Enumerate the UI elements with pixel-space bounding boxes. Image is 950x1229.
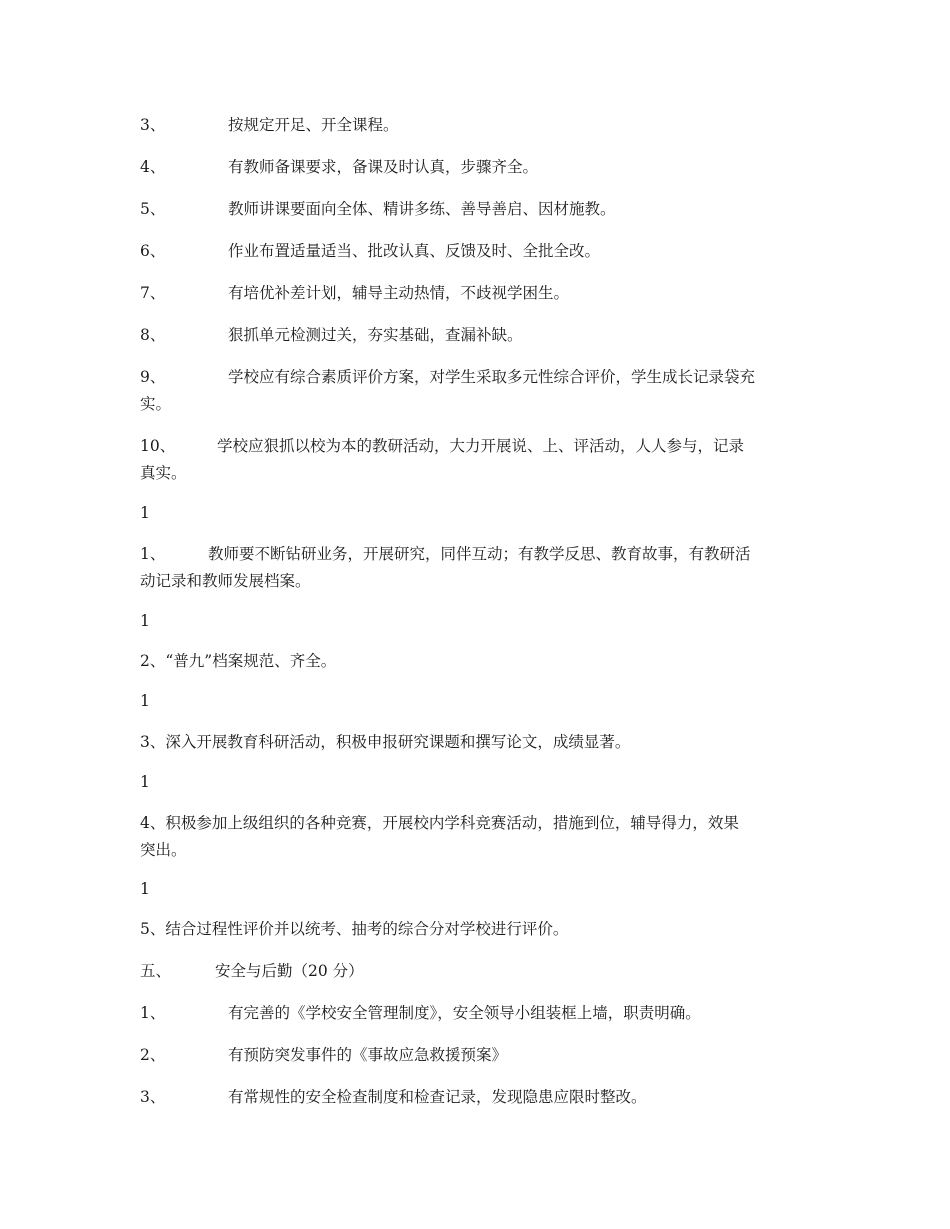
list-item xyxy=(140,541,810,568)
item-number: 3、 xyxy=(140,1088,166,1106)
paragraph: 2、“普九”档案规范、齐全。 xyxy=(140,652,337,670)
item-number: 9、 xyxy=(140,368,166,386)
list-item xyxy=(140,280,810,307)
paragraph: 5、结合过程性评价并以统考、抽考的综合分对学校进行评价。 xyxy=(140,920,569,938)
item-text: 作业布置适量适当、批改认真、反馈及时、全批全改。 xyxy=(228,242,601,260)
item-text: 有常规性的安全检查制度和检查记录，发现隐患应限时整改。 xyxy=(228,1088,647,1106)
item-text: 有预防突发事件的《事故应急救援预案》 xyxy=(228,1046,508,1064)
item-text: 学校应有综合素质评价方案，对学生采取多元性综合评价，学生成长记录袋充 xyxy=(228,368,756,386)
list-item xyxy=(140,196,810,223)
item-continuation: 真实。 xyxy=(140,464,187,482)
list-item xyxy=(140,112,810,139)
item-number: 2、 xyxy=(140,1046,166,1064)
score-value: 1 xyxy=(140,612,150,630)
item-number: 5、 xyxy=(140,200,166,218)
item-continuation: 实。 xyxy=(140,395,172,413)
section-heading xyxy=(140,958,810,985)
list-item xyxy=(140,1000,810,1027)
item-number: 7、 xyxy=(140,284,166,302)
section-number: 五、 xyxy=(140,962,172,980)
score-value: 1 xyxy=(140,773,150,791)
paragraph-continuation: 突出。 xyxy=(140,841,187,859)
item-number: 3、 xyxy=(140,116,166,134)
item-text: 有完善的《学校安全管理制度》，安全领导小组装框上墙，职责明确。 xyxy=(228,1004,701,1022)
list-item xyxy=(140,364,810,391)
item-text: 按规定开足、开全课程。 xyxy=(228,116,399,134)
item-number: 1、 xyxy=(140,545,166,563)
list-item xyxy=(140,433,810,460)
list-item xyxy=(140,1084,810,1111)
paragraph: 4、积极参加上级组织的各种竞赛，开展校内学科竞赛活动，措施到位，辅导得力，效果 xyxy=(140,814,739,832)
score-value: 1 xyxy=(140,504,150,522)
paragraph: 3、深入开展教育科研活动，积极申报研究课题和撰写论文，成绩显著。 xyxy=(140,733,631,751)
item-text: 有培优补差计划，辅导主动热情，不歧视学困生。 xyxy=(228,284,570,302)
score-value: 1 xyxy=(140,692,150,710)
item-number: 1、 xyxy=(140,1004,166,1022)
item-continuation: 动记录和教师发展档案。 xyxy=(140,572,311,590)
list-item xyxy=(140,238,810,265)
item-number: 6、 xyxy=(140,242,166,260)
list-item xyxy=(140,1042,810,1069)
item-number: 10、 xyxy=(140,437,176,455)
list-item xyxy=(140,322,810,349)
item-text: 有教师备课要求，备课及时认真，步骤齐全。 xyxy=(228,158,539,176)
item-text: 狠抓单元检测过关，夯实基础，查漏补缺。 xyxy=(228,326,523,344)
list-item xyxy=(140,154,810,181)
item-number: 8、 xyxy=(140,326,166,344)
item-text: 教师要不断钻研业务，开展研究，同伴互动；有教学反思、教育故事，有教研活 xyxy=(208,545,751,563)
item-number: 4、 xyxy=(140,158,166,176)
score-value: 1 xyxy=(140,880,150,898)
item-text: 学校应狠抓以校为本的教研活动，大力开展说、上、评活动，人人参与，记录 xyxy=(217,437,745,455)
section-title: 安全与后勤（20 分） xyxy=(215,962,364,980)
item-text: 教师讲课要面向全体、精讲多练、善导善启、因材施教。 xyxy=(228,200,616,218)
